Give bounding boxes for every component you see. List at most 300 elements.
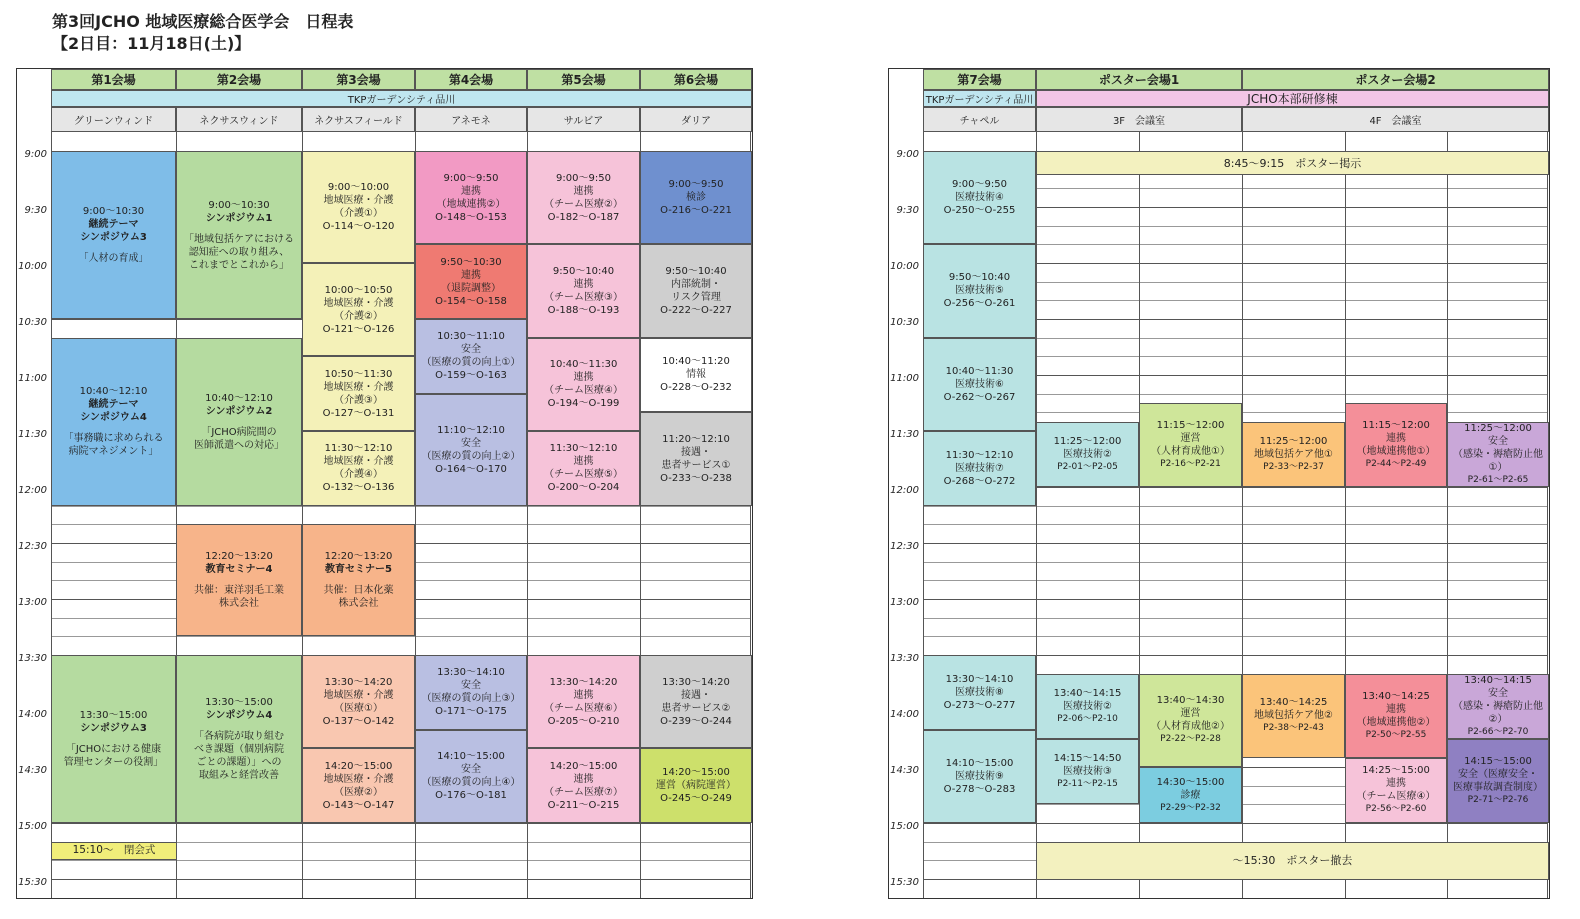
session-text: O-228〜O-232 <box>660 382 732 394</box>
session-text: （医療②） <box>334 786 383 798</box>
session-time: 10:40〜11:20 <box>662 356 730 368</box>
time-label: 11:30 <box>18 429 47 440</box>
session-text: 地域医療・介護 <box>323 381 394 393</box>
session-time: 9:00〜9:50 <box>952 179 1007 191</box>
session-text: 運営 <box>1180 708 1201 720</box>
session-text: 連携 <box>573 278 594 290</box>
session-block[interactable] <box>923 655 1036 730</box>
session-block[interactable] <box>1242 674 1345 758</box>
session-text: 連携 <box>1386 703 1406 715</box>
session-time: 13:40〜14:25 <box>1259 697 1328 709</box>
session-block[interactable] <box>415 244 527 319</box>
session-text: P2-01〜P2-05 <box>1057 461 1118 472</box>
session-text: 連携 <box>573 372 594 384</box>
time-label: 11:30 <box>890 429 919 440</box>
session-block[interactable] <box>51 151 176 319</box>
session-text: 病院マネジメント」 <box>68 446 159 458</box>
session-text: シンポジウム4 <box>205 710 273 721</box>
room-name: ダリア <box>640 107 752 132</box>
room-name: サルビア <box>527 107 640 132</box>
session-text: （チーム医療④） <box>1356 791 1436 803</box>
session-time: 11:30〜12:10 <box>549 443 618 455</box>
session-text: O-182〜O-187 <box>547 211 620 223</box>
time-label: 13:00 <box>890 597 919 608</box>
session-text: （医療の質の向上②） <box>421 450 521 462</box>
session-text: 内部統制・ <box>671 278 721 290</box>
session-text: 運営（病院運営） <box>656 780 736 792</box>
session-text: （退院調整） <box>441 282 501 294</box>
session-time: 11:30〜12:10 <box>945 449 1014 461</box>
venue-header: 第3会場 <box>302 69 415 90</box>
session-block[interactable] <box>640 338 752 413</box>
session-time: 14:20〜15:00 <box>324 760 393 772</box>
session-text: 安全（医療安全・ <box>1458 769 1538 780</box>
session-block[interactable] <box>415 394 527 506</box>
session-block[interactable] <box>640 151 752 244</box>
venue-header: 第2会場 <box>176 69 302 90</box>
session-block[interactable] <box>176 151 302 319</box>
session-text: P2-56〜P2-60 <box>1365 804 1427 815</box>
time-label: 15:00 <box>18 821 47 832</box>
session-time: 10:40〜12:10 <box>79 386 148 398</box>
session-time: 9:00〜9:50 <box>443 172 499 184</box>
session-text: （介護④） <box>334 469 383 481</box>
venue-header: 第4会場 <box>415 69 527 90</box>
time-label: 15:30 <box>18 877 47 888</box>
time-label: 12:30 <box>890 541 919 552</box>
session-text: 株式会社 <box>219 598 259 610</box>
session-block[interactable] <box>1447 422 1549 487</box>
time-label: 12:00 <box>890 485 919 496</box>
venue-header: ポスター会場1 <box>1036 69 1242 90</box>
session-text: シンポジウム3 <box>80 232 147 243</box>
session-text: P2-33〜P2-37 <box>1263 461 1324 472</box>
time-label: 14:30 <box>890 765 919 776</box>
session-text: P2-61〜P2-65 <box>1467 474 1529 485</box>
session-text: 医療技術⑧ <box>955 686 1004 698</box>
session-text: 株式会社 <box>338 598 379 610</box>
session-text: （人材育成他②） <box>1151 721 1230 733</box>
time-label: 9:00 <box>24 149 47 160</box>
session-text: （医療の質の向上③） <box>421 693 521 705</box>
page-title: 第3回JCHO 地域医療総合医学会 日程表 <box>52 12 354 31</box>
time-label: 11:00 <box>890 373 919 384</box>
session-text: 医療技術③ <box>1063 766 1112 778</box>
venue-header: 第6会場 <box>640 69 752 90</box>
session-time: 13:40〜14:25 <box>1362 690 1430 702</box>
time-label: 14:00 <box>890 709 919 720</box>
session-text: 共催：日本化薬 <box>323 585 394 597</box>
session-block[interactable] <box>640 748 752 823</box>
grid-line <box>923 580 1547 581</box>
session-text: （人材育成他①） <box>1151 446 1230 457</box>
grid-line <box>51 860 750 861</box>
time-label: 12:00 <box>18 485 47 496</box>
session-block[interactable] <box>415 151 527 244</box>
session-text: O-148〜O-153 <box>435 211 507 223</box>
session-text: O-194〜O-199 <box>547 398 620 410</box>
session-text: 安全 <box>1488 435 1508 447</box>
session-time: 10:50〜11:30 <box>324 368 393 380</box>
session-text: （医療①） <box>334 702 383 714</box>
left-schedule-panel <box>16 68 753 899</box>
session-text: P2-71〜P2-76 <box>1467 795 1529 805</box>
session-text: O-121〜O-126 <box>322 323 395 335</box>
session-time: 11:15〜12:00 <box>1156 420 1225 431</box>
session-text: O-278〜O-283 <box>943 783 1016 795</box>
session-text: O-164〜O-170 <box>435 463 507 475</box>
session-block[interactable] <box>415 730 527 823</box>
session-block[interactable] <box>415 655 527 730</box>
session-text: 地域医療・介護 <box>323 773 394 785</box>
session-text: O-245〜O-249 <box>660 793 732 805</box>
grid-line <box>923 823 1547 824</box>
session-time: 14:30〜15:00 <box>1156 776 1225 788</box>
session-text: 連携 <box>1386 778 1406 790</box>
time-label: 13:30 <box>890 653 919 664</box>
session-text: （医療の質の向上①） <box>421 357 521 369</box>
session-block[interactable] <box>527 431 640 506</box>
session-text: 医療技術② <box>1063 448 1112 460</box>
session-block[interactable] <box>1345 674 1447 758</box>
session-text: 「事務職に求められる <box>63 433 164 445</box>
session-text: 地域包括ケア他② <box>1254 710 1333 722</box>
session-text: O-132〜O-136 <box>322 482 395 494</box>
session-text: 「地域包括ケアにおける <box>184 233 294 245</box>
session-block[interactable] <box>1139 674 1242 767</box>
session-time: 11:20〜12:10 <box>662 433 730 445</box>
session-block[interactable] <box>302 431 415 506</box>
session-time: 13:30〜14:10 <box>945 673 1014 685</box>
session-block[interactable] <box>1345 758 1447 823</box>
session-block[interactable] <box>1036 422 1139 487</box>
grid-line <box>923 524 1547 525</box>
session-text: シンポジウム3 <box>80 723 147 734</box>
session-text: 検診 <box>686 192 706 204</box>
session-block[interactable] <box>302 748 415 823</box>
venue-location-bar: TKPガーデンシティ品川 <box>51 90 752 107</box>
time-label: 10:30 <box>18 317 47 328</box>
session-time: 10:30〜11:10 <box>437 331 505 343</box>
session-text: O-268〜O-272 <box>943 475 1016 487</box>
page-subtitle: 【2日目：11月18日(土)】 <box>52 34 251 53</box>
poster-posting-banner: 8:45〜9:15 ポスター掲示 <box>1036 151 1549 175</box>
time-label: 9:30 <box>896 205 919 216</box>
session-text: （介護②） <box>334 310 383 322</box>
room-name: 4F 会議室 <box>1242 107 1549 132</box>
session-text: 患者サービス② <box>661 702 731 714</box>
session-text: P2-66〜P2-70 <box>1467 726 1529 737</box>
session-time: 13:30〜15:00 <box>205 697 273 708</box>
session-text: 継続テーマ <box>88 399 139 411</box>
session-text: 管理センターの役割」 <box>63 757 164 768</box>
session-time: 9:00〜10:30 <box>208 199 270 211</box>
session-time: 9:50〜10:40 <box>552 265 615 277</box>
session-block[interactable] <box>527 338 640 431</box>
session-text: 情報 <box>686 369 706 381</box>
session-text: O-154〜O-158 <box>435 295 507 307</box>
session-time: 14:10〜15:00 <box>945 757 1014 769</box>
session-time: 10:40〜11:30 <box>549 359 618 371</box>
session-text: O-205〜O-210 <box>547 715 620 727</box>
session-block[interactable] <box>923 338 1036 431</box>
venue-location-bar: TKPガーデンシティ品川 <box>923 90 1036 107</box>
session-time: 11:25〜12:00 <box>1259 435 1328 447</box>
session-text: O-143〜O-147 <box>322 799 395 811</box>
session-block[interactable] <box>51 338 176 506</box>
session-text: （医療の質の向上④） <box>421 777 521 789</box>
time-label: 13:00 <box>18 597 47 608</box>
right-schedule-panel <box>888 68 1550 899</box>
session-time: 9:50〜10:40 <box>948 272 1011 284</box>
session-block[interactable] <box>527 244 640 337</box>
session-block[interactable] <box>640 412 752 505</box>
closing-ceremony[interactable]: 15:10〜 閉会式 <box>51 842 177 860</box>
session-text: これまでとこれから」 <box>189 259 289 271</box>
session-time: 13:30〜14:20 <box>549 676 618 688</box>
session-time: 13:40〜14:15 <box>1464 674 1532 686</box>
grid-line <box>923 599 1547 600</box>
session-text: 安全 <box>1488 687 1508 699</box>
session-text: べき課題（個別病院 <box>194 744 284 755</box>
session-text: O-188〜O-193 <box>547 304 620 316</box>
session-time: 10:00〜10:50 <box>324 284 393 296</box>
session-time: 13:40〜14:15 <box>1053 687 1122 699</box>
session-text: 連携 <box>1386 433 1406 444</box>
venue-header: ポスター会場2 <box>1242 69 1549 90</box>
session-text: （感染・褥瘡防止他①） <box>1453 448 1543 473</box>
session-block[interactable] <box>1139 403 1242 487</box>
session-time: 9:50〜10:30 <box>440 256 502 268</box>
session-block[interactable] <box>923 730 1036 823</box>
venue-header: 第7会場 <box>923 69 1036 90</box>
session-block[interactable] <box>1036 739 1139 804</box>
session-text: シンポジウム4 <box>80 412 147 424</box>
session-time: 13:30〜15:00 <box>79 710 148 721</box>
session-block[interactable] <box>1447 674 1549 739</box>
session-text: O-200〜O-204 <box>547 482 620 494</box>
session-text: 医療技術⑦ <box>955 462 1004 474</box>
session-text: 地域医療・介護 <box>323 689 394 701</box>
session-block[interactable] <box>302 263 415 356</box>
session-text: P2-16〜P2-21 <box>1160 459 1221 469</box>
session-block[interactable] <box>176 338 302 506</box>
session-text: （チーム医療②） <box>544 198 623 210</box>
session-block[interactable] <box>302 655 415 748</box>
session-text: O-262〜O-267 <box>943 391 1016 403</box>
session-text: 医療技術⑥ <box>955 378 1004 390</box>
session-text: 医療技術④ <box>955 192 1004 204</box>
session-block[interactable] <box>923 151 1036 244</box>
grid-line <box>51 823 750 824</box>
session-time: 9:00〜10:00 <box>327 182 390 193</box>
session-block[interactable] <box>923 431 1036 506</box>
session-text: O-222〜O-227 <box>660 304 732 316</box>
session-time: 11:25〜12:00 <box>1464 422 1532 434</box>
session-block[interactable] <box>527 655 640 748</box>
session-text: シンポジウム1 <box>205 212 273 224</box>
session-text: O-171〜O-175 <box>435 706 507 718</box>
session-text: O-216〜O-221 <box>660 205 732 217</box>
session-text: O-127〜O-131 <box>322 407 395 419</box>
grid-line <box>923 506 1547 507</box>
room-name: グリーンウィンド <box>51 107 176 132</box>
session-text: （介護③） <box>334 394 383 406</box>
session-text: 教育セミナー4 <box>205 564 273 576</box>
venue-header: 第1会場 <box>51 69 176 90</box>
session-text: 「JCHOにおける健康 <box>65 744 162 755</box>
time-label: 9:00 <box>896 149 919 160</box>
session-time: 14:20〜15:00 <box>662 767 730 779</box>
session-text: 連携 <box>573 185 594 197</box>
session-block[interactable] <box>527 151 640 244</box>
session-block[interactable] <box>1036 674 1139 739</box>
session-text: 地域医療・介護 <box>323 195 394 206</box>
session-text: （感染・褥瘡防止他②） <box>1453 700 1543 725</box>
session-text: 「人材の育成」 <box>78 253 149 264</box>
session-text: （地域連携他①） <box>1356 446 1436 457</box>
session-text: 認知症への取り組み、 <box>188 246 290 258</box>
session-text: 連携 <box>461 269 481 281</box>
session-text: リスク管理 <box>671 291 721 303</box>
grid-line <box>923 618 1547 619</box>
grid-line <box>923 636 1547 637</box>
session-time: 12:20〜13:20 <box>205 551 273 563</box>
session-text: 地域包括ケア他① <box>1254 448 1333 460</box>
session-text: （チーム医療④） <box>544 385 623 397</box>
session-block[interactable] <box>640 655 752 748</box>
session-text: 安全 <box>461 680 481 692</box>
session-text: P2-06〜P2-10 <box>1057 713 1118 724</box>
room-name: アネモネ <box>415 107 527 132</box>
session-text: 医療技術② <box>1063 700 1112 712</box>
session-text: 安全 <box>461 764 481 776</box>
time-label: 12:30 <box>18 541 47 552</box>
poster-removal-banner: 〜15:30 ポスター撤去 <box>1036 842 1549 880</box>
session-text: 安全 <box>461 437 481 449</box>
session-block[interactable] <box>1139 767 1242 823</box>
session-text: （地域連携②） <box>436 198 506 210</box>
session-time: 11:25〜12:00 <box>1053 435 1122 447</box>
session-time: 14:15〜15:00 <box>1464 756 1532 767</box>
session-text: （チーム医療⑥） <box>544 702 623 714</box>
time-label: 15:30 <box>890 877 919 888</box>
session-text: ごとの課題）」への <box>196 757 282 768</box>
session-time: 14:15〜14:50 <box>1053 753 1122 765</box>
time-label: 14:30 <box>18 765 47 776</box>
session-text: P2-44〜P2-49 <box>1365 459 1427 469</box>
session-block[interactable] <box>1242 422 1345 487</box>
session-time: 14:20〜15:00 <box>549 760 618 772</box>
session-text: 接遇・ <box>681 689 711 701</box>
session-time: 9:00〜9:50 <box>556 172 611 184</box>
session-block[interactable] <box>1345 403 1447 487</box>
session-time: 9:50〜10:40 <box>665 265 727 277</box>
session-text: 医療事故調査制度） <box>1453 782 1543 793</box>
session-time: 13:30〜14:20 <box>324 676 393 688</box>
session-text: （地域連携他②） <box>1356 716 1436 728</box>
room-name: ネクサスフィールド <box>302 107 415 132</box>
session-block[interactable] <box>640 244 752 337</box>
session-text: 安全 <box>461 344 481 356</box>
session-text: 取組みと経営改善 <box>199 770 279 781</box>
session-block[interactable] <box>1447 739 1549 823</box>
session-time: 12:20〜13:20 <box>324 551 393 563</box>
time-label: 14:00 <box>18 709 47 720</box>
session-text: O-239〜O-244 <box>660 715 732 727</box>
time-label: 15:00 <box>890 821 919 832</box>
grid-line <box>51 879 750 880</box>
session-block[interactable] <box>415 319 527 394</box>
session-block[interactable] <box>527 748 640 823</box>
session-text: 継続テーマ <box>88 219 139 230</box>
venue-location-bar: JCHO本部研修棟 <box>1036 90 1549 107</box>
venue-header: 第5会場 <box>527 69 640 90</box>
session-text: 連携 <box>573 456 594 468</box>
grid-line <box>923 543 1547 544</box>
grid-line <box>51 636 750 637</box>
time-label: 9:30 <box>24 205 47 216</box>
session-text: 教育セミナー5 <box>325 564 392 576</box>
session-text: O-114〜O-120 <box>322 221 395 232</box>
session-block[interactable] <box>923 244 1036 337</box>
session-text: 医師派遣への対応」 <box>194 439 284 451</box>
session-text: （チーム医療⑤） <box>544 469 623 481</box>
time-label: 10:00 <box>890 261 919 272</box>
session-time: 13:30〜14:10 <box>437 667 505 679</box>
session-time: 11:15〜12:00 <box>1362 420 1430 431</box>
room-name: ネクサスウィンド <box>176 107 302 132</box>
session-text: O-256〜O-261 <box>943 298 1016 310</box>
session-time: 14:10〜15:00 <box>437 751 505 763</box>
session-block[interactable] <box>51 655 176 823</box>
session-text: 地域医療・介護 <box>323 297 394 309</box>
session-block[interactable] <box>176 655 302 823</box>
session-text: 連携 <box>573 773 594 785</box>
room-name: 3F 会議室 <box>1036 107 1242 132</box>
session-text: 医療技術⑤ <box>955 285 1004 297</box>
time-label: 11:00 <box>18 373 47 384</box>
session-text: P2-38〜P2-43 <box>1263 723 1324 734</box>
session-text: （チーム医療③） <box>544 291 623 303</box>
session-text: O-211〜O-215 <box>547 799 620 811</box>
session-block[interactable] <box>176 524 302 636</box>
session-text: O-273〜O-277 <box>943 699 1016 711</box>
session-text: O-233〜O-238 <box>660 472 732 484</box>
session-text: 運営 <box>1180 433 1201 444</box>
time-label: 10:00 <box>18 261 47 272</box>
session-block[interactable] <box>302 524 415 636</box>
session-text: シンポジウム2 <box>205 405 273 417</box>
session-text: （チーム医療⑦） <box>544 786 623 798</box>
session-text: O-250〜O-255 <box>943 205 1016 217</box>
session-text: 「各病院が取り組む <box>194 731 284 742</box>
session-text: O-176〜O-181 <box>435 790 507 802</box>
session-block[interactable] <box>302 151 415 263</box>
session-text: 患者サービス① <box>661 459 731 471</box>
grid-line <box>51 506 750 507</box>
session-time: 11:30〜12:10 <box>324 443 393 455</box>
session-text: 接遇・ <box>681 446 711 458</box>
room-name: チャペル <box>923 107 1036 132</box>
session-text: P2-50〜P2-55 <box>1365 729 1427 740</box>
session-time: 14:25〜15:00 <box>1362 765 1430 777</box>
session-text: 連携 <box>573 689 594 701</box>
session-time: 9:00〜9:50 <box>668 179 724 191</box>
session-text: 連携 <box>461 185 481 197</box>
session-block[interactable] <box>302 356 415 431</box>
session-text: P2-11〜P2-15 <box>1057 779 1118 790</box>
